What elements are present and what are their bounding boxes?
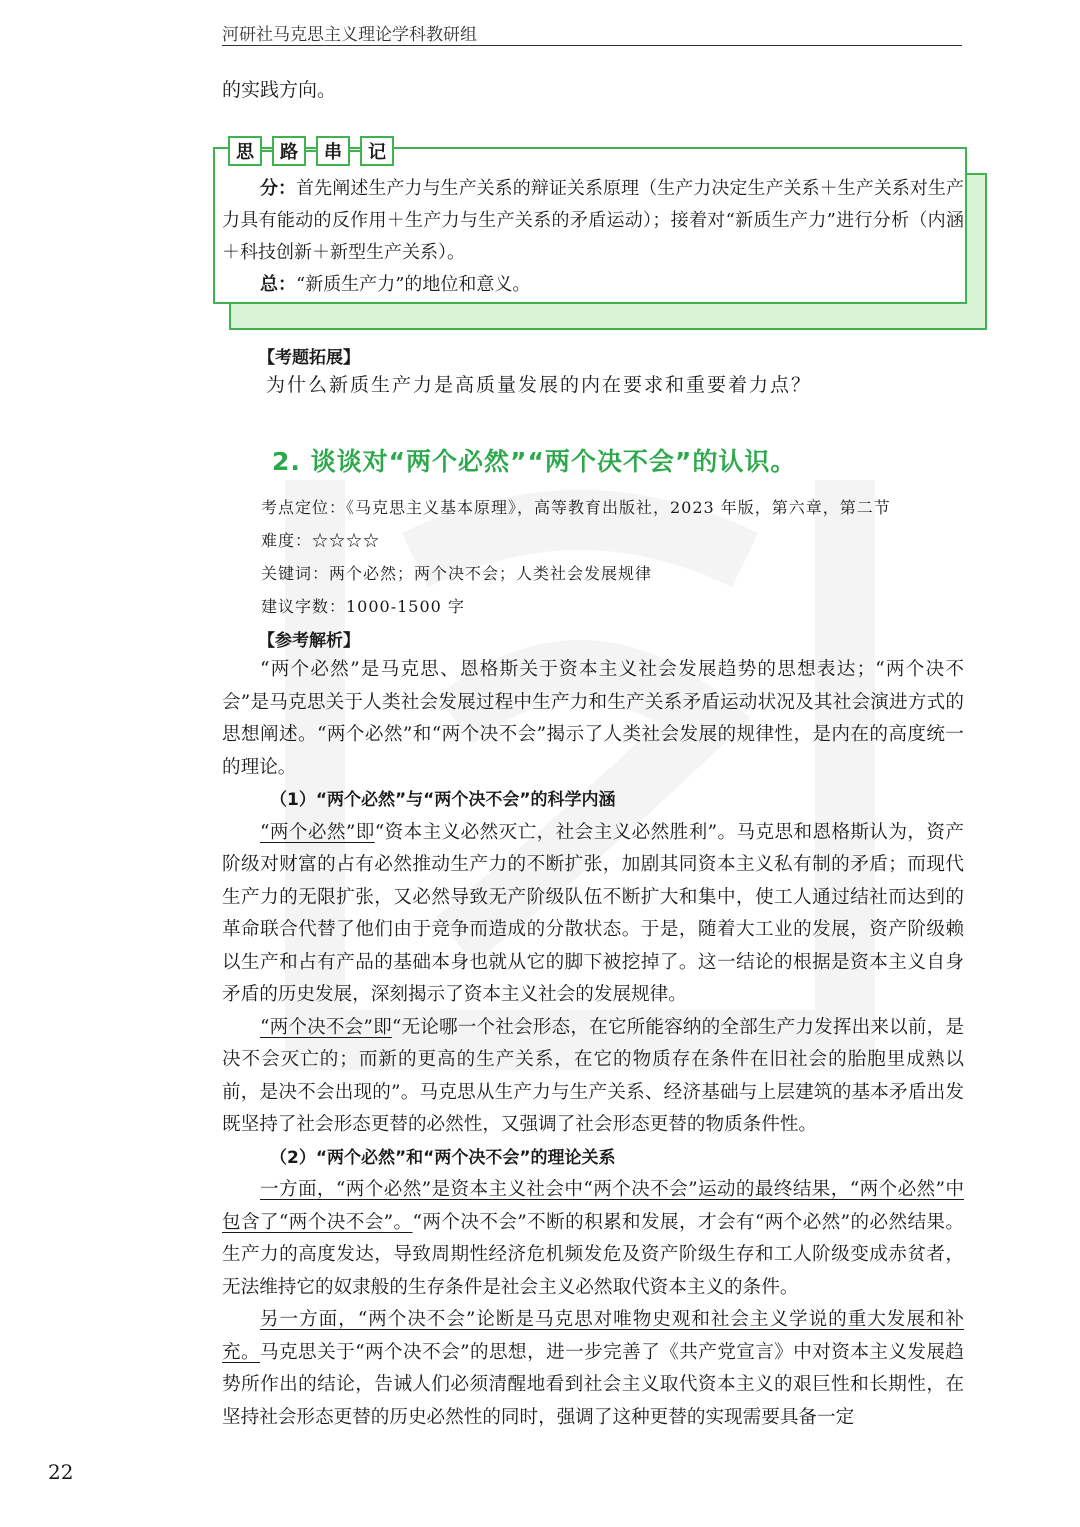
fen-label: 分： [260, 178, 297, 199]
exam-position: 考点定位：《马克思主义基本原理》，高等教育出版社，2023 年版，第六章，第二节 [261, 498, 891, 517]
paragraph-1-underlined: “两个必然”即 [260, 821, 375, 843]
subheading-2: （2）“两个必然”和“两个决不会”的理论关系 [270, 1147, 616, 1168]
tab-chuan: 串 [316, 136, 350, 166]
question-title: 2. 谈谈对“两个必然”“两个决不会”的认识。 [272, 447, 797, 476]
tab-lu: 路 [272, 136, 306, 166]
summary-box-tabs [228, 136, 404, 166]
paragraph-4-underlined: 另一方面，“两个决不会”论断是马克思对唯物史观和社会主义学说的重大发展和补充。 [222, 1309, 964, 1363]
analysis-intro: “两个必然”是马克思、恩格斯关于资本主义社会发展趋势的思想表达；“两个决不会”是马克思关于人类社会发展过程中生产力和生产关系矛盾运动状况及其社会演进方式的思想阐述。“两个必然”和“两个决不会”揭示了人类社会发展的规律性，是内在的高度统一的理论。 [222, 659, 964, 778]
paragraph-4 [222, 1304, 964, 1434]
paragraph-3-rest: “两个决不会”不断的积累和发展，才会有“两个必然”的必然结果。生产力的高度发达，导致周期性经济危机频发危及资产阶级生存和工人阶级变成赤贫者，无法维持它的奴隶般的生存条件是社会主义必然取代资本主义的条件。 [222, 1211, 965, 1298]
header-rule [222, 45, 962, 46]
paragraph-3 [222, 1174, 964, 1304]
paragraph-4-rest: 马克思关于“两个决不会”的思想，进一步完善了《共产党宣言》中对资本主义发展趋势所作出的结论，告诫人们必须清醒地看到社会主义取代资本主义的艰巨性和长期性，在坚持社会形态更替的历史必然性的同时，强调了这种更替的实现需要具备一定 [222, 1341, 964, 1428]
keywords: 关键词：两个必然；两个决不会；人类社会发展规律 [261, 564, 653, 583]
paragraph-2 [222, 1012, 964, 1142]
running-header: 河研社马克思主义理论学科教研组 [222, 25, 477, 45]
paragraph-1-rest: “资本主义必然灭亡，社会主义必然胜利”。马克思和恩格斯认为，资产阶级对财富的占有必然推动生产力的不断扩张，加剧其同资本主义私有制的矛盾；而现代生产力的无限扩张，又必然导致无产阶级队伍不断扩大和集中，使工人通过结社而达到的革命联合代替了他们由于竞争而造成的分散状态。于是，随着大工业的发展，资产阶级赖以生产和占有产品的基础本身也就从它的脚下被挖掉了。这一结论的根据是资本主义自身矛盾的历史发展，深刻揭示了资本主义社会的发展规律。 [222, 821, 964, 1005]
extension-heading: 【考题拓展】 [258, 348, 360, 368]
zong-label: 总： [260, 274, 296, 295]
paragraph-2-underlined: “两个决不会”即 [260, 1016, 392, 1038]
analysis-body [222, 654, 964, 1434]
fen-text: 首先阐述生产力与生产关系的辩证关系原理（生产力决定生产关系＋生产关系对生产力具有能动的反作用＋生产力与生产关系的矛盾运动）；接着对“新质生产力”进行分析（内涵＋科技创新＋新型生产关系）。 [222, 178, 965, 263]
subheading-1: （1）“两个必然”与“两个决不会”的科学内涵 [270, 790, 616, 810]
continuation-text: 的实践方向。 [222, 79, 337, 101]
extension-question: 为什么新质生产力是高质量发展的内在要求和重要着力点？ [266, 374, 813, 396]
analysis-heading: 【参考解析】 [258, 631, 360, 651]
paragraph-2-rest: “无论哪一个社会形态，在它所能容纳的全部生产力发挥出来以前，是决不会灭亡的；而新的更高的生产关系，在它的物质存在条件在旧社会的胎胞里成熟以前，是决不会出现的”。马克思从生产力与生产关系、经济基础与上层建筑的基本矛盾出发既坚持了社会形态更替的必然性，又强调了社会形态更替的物质条件性。 [222, 1016, 964, 1135]
page-number: 22 [48, 1460, 74, 1484]
paragraph-1 [222, 817, 964, 1012]
difficulty: 难度：☆☆☆☆ [261, 531, 381, 550]
paragraph-3-underlined: 一方面，“两个必然”是资本主义社会中“两个决不会”运动的最终结果，“两个必然”中包含了“两个决不会”。 [222, 1179, 964, 1233]
tab-si: 思 [228, 136, 262, 166]
word-count: 建议字数：1000-1500 字 [261, 597, 465, 616]
summary-box-text [222, 173, 964, 301]
zong-text: “新质生产力”的地位和意义。 [296, 274, 531, 295]
tab-ji: 记 [360, 136, 394, 166]
